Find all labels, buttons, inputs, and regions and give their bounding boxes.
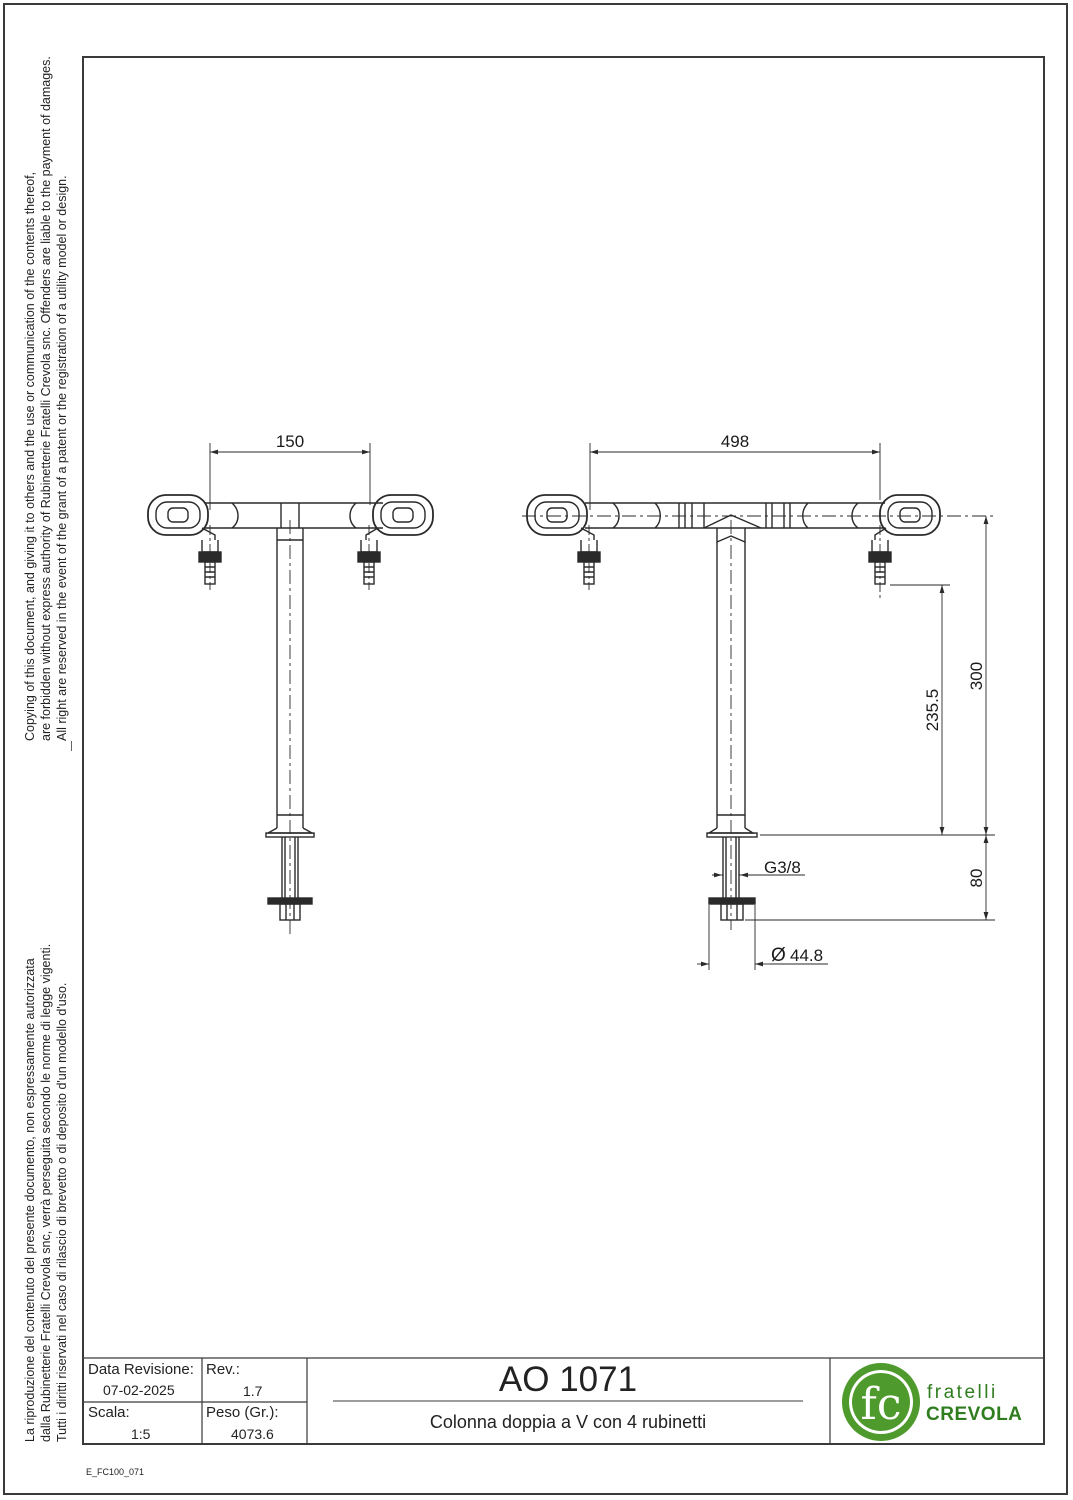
weight-value: 4073.6: [231, 1426, 274, 1442]
dimension-150: 150: [275, 432, 305, 451]
legal-line: Copying of this document, and giving it to others and the use or communication of the contents thereof,: [23, 171, 37, 741]
rev-label: Rev.:: [206, 1361, 240, 1378]
document-code: E_FC100_071: [86, 1467, 145, 1477]
thread-label: G3/8: [764, 858, 801, 877]
logo-letters: fc: [860, 1379, 902, 1430]
dimension-80: 80: [967, 868, 986, 888]
diameter-value: 44.8: [790, 946, 824, 965]
scale-value: 1:5: [131, 1426, 151, 1442]
legal-line: La riproduzione del contenuto del presente documento, non espressamente autorizzata: [23, 958, 37, 1442]
legal-line: All right are reserved in the event of the grant of a patent or the registration of a utility model or design.: [55, 175, 69, 741]
brand-logo: [842, 1363, 1022, 1441]
brand-line-1: fratelli: [927, 1382, 998, 1403]
product-description: Colonna doppia a V con 4 rubinetti: [429, 1412, 707, 1432]
dimension-498: 498: [720, 432, 750, 451]
legal-line: dalla Rubinetterie Fratelli Crevola snc, verrà perseguita secondo le norme di legge vigenti.: [39, 943, 53, 1442]
dimension-235-5: 235.5: [923, 688, 942, 732]
product-code: AO 1071: [498, 1360, 638, 1399]
scale-label: Scala:: [88, 1404, 130, 1421]
revision-date: 07-02-2025: [103, 1382, 175, 1398]
rev-value: 1.7: [243, 1383, 263, 1399]
diameter-symbol: Ø: [771, 945, 786, 966]
revision-date-label: Data Revisione:: [88, 1361, 194, 1378]
dimension-300: 300: [967, 661, 986, 691]
legal-line: Tutti i diritti riservati nel caso di rilascio di brevetto o di deposito d'un modello d'uso.: [55, 982, 69, 1442]
weight-label: Peso (Gr.):: [206, 1404, 279, 1421]
side-view: [148, 443, 433, 935]
legal-line: are forbidden without express authority of Rubinetterie Fratelli Crevola snc. Offenders are liable to the payment of damages.: [39, 56, 53, 741]
brand-line-2: CREVOLA: [926, 1404, 1023, 1425]
